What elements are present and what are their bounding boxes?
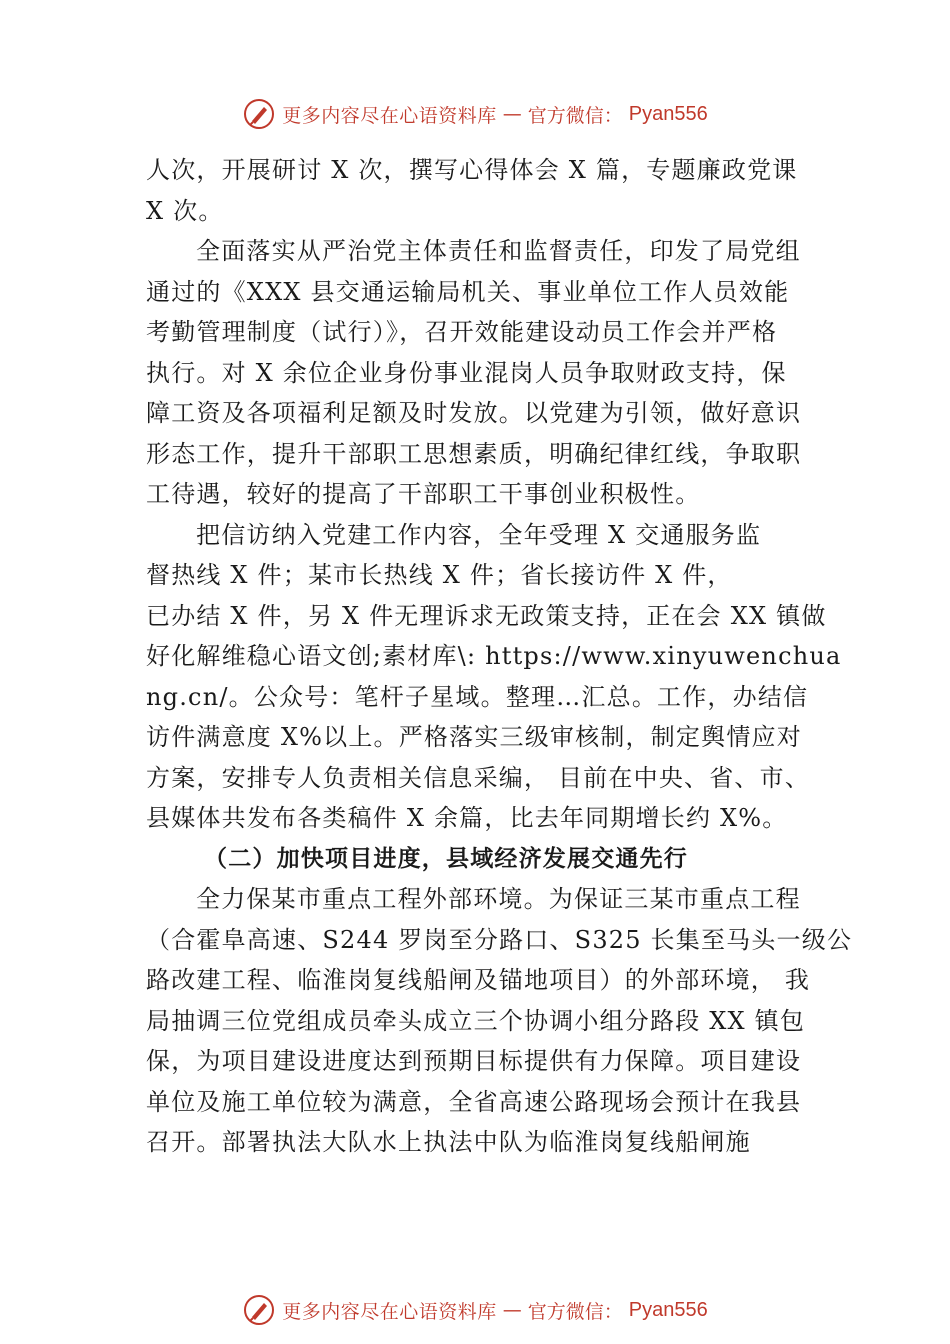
watermark-wechat-id: Pyan556	[628, 102, 708, 125]
watermark-main-text: 更多内容尽在心语资料库	[282, 104, 497, 127]
header-watermark	[0, 94, 950, 134]
body-line: 召开。部署执法大队水上执法中队为临淮岗复线船闸施	[146, 1128, 751, 1156]
body-line: 局抽调三位党组成员牵头成立三个协调小组分路段 XX 镇包	[146, 1006, 806, 1035]
body-line: 路改建工程、临淮岗复线船闸及锚地项目）的外部环境， 我	[146, 966, 811, 994]
body-line: 单位及施工单位较为满意，全省高速公路现场会预计在我县	[146, 1087, 802, 1116]
body-line: 好化解维稳心语文创;素材库\: https://www.xinyuwenchua	[146, 642, 842, 670]
body-line: 通过的《XXX 县交通运输局机关、事业单位工作人员效能	[146, 277, 790, 306]
body-line: 考勤管理制度（试行）》，召开效能建设动员工作会并严格	[146, 318, 778, 346]
section-heading: （二）加快项目进度，县域经济发展交通先行	[204, 844, 688, 872]
body-line: 人次，开展研讨 X 次，撰写心得体会 X 篇，专题廉政党课	[146, 156, 798, 184]
body-line: 督热线 X 件；某市长热线 X 件；省长接访件 X 件，	[146, 561, 733, 589]
body-line: 执行。对 X 余位企业身份事业混岗人员争取财政支持，保	[146, 358, 787, 387]
body-line: 把信访纳入党建工作内容，全年受理 X 交通服务监	[196, 520, 762, 549]
body-line: 方案，安排专人负责相关信息采编， 目前在中央、省、市、	[146, 763, 811, 792]
body-line: 访件满意度 X%以上。严格落实三级审核制，制定舆情应对	[146, 723, 802, 751]
pen-logo-icon	[242, 1293, 276, 1327]
document-body	[146, 150, 853, 1163]
body-line: （合霍阜高速、S244 罗岗至分路口、S325 长集至马头一级公	[146, 925, 853, 954]
watermark-label: 官方微信：	[527, 104, 623, 127]
body-line: X 次。	[146, 196, 224, 225]
watermark-separator: —	[502, 1299, 522, 1321]
body-line: 工待遇，较好的提高了干部职工干事创业积极性。	[146, 480, 701, 508]
body-line: 保，为项目建设进度达到预期目标提供有力保障。项目建设	[146, 1047, 802, 1075]
watermark-separator: —	[502, 103, 522, 125]
body-line: 形态工作，提升干部职工思想素质，明确纪律红线，争取职	[146, 439, 802, 468]
body-line: 已办结 X 件，另 X 件无理诉求无政策支持，正在会 XX 镇做	[146, 601, 827, 630]
body-line: 县媒体共发布各类稿件 X 余篇，比去年同期增长约 X%。	[146, 804, 788, 832]
body-line: 全面落实从严治党主体责任和监督责任，印发了局党组	[196, 237, 801, 265]
watermark-main-text: 更多内容尽在心语资料库	[282, 1300, 497, 1323]
footer-watermark	[0, 1290, 950, 1330]
body-line: 障工资及各项福利足额及时发放。以党建为引领，做好意识	[146, 399, 802, 427]
body-line: 全力保某市重点工程外部环境。为保证三某市重点工程	[196, 885, 801, 913]
pen-logo-icon	[242, 97, 276, 131]
watermark-label: 官方微信：	[527, 1300, 623, 1323]
body-line: ng.cn/。公众号：笔杆子星域。整理…汇总。工作，办结信	[146, 682, 809, 711]
watermark-wechat-id: Pyan556	[628, 1298, 708, 1321]
